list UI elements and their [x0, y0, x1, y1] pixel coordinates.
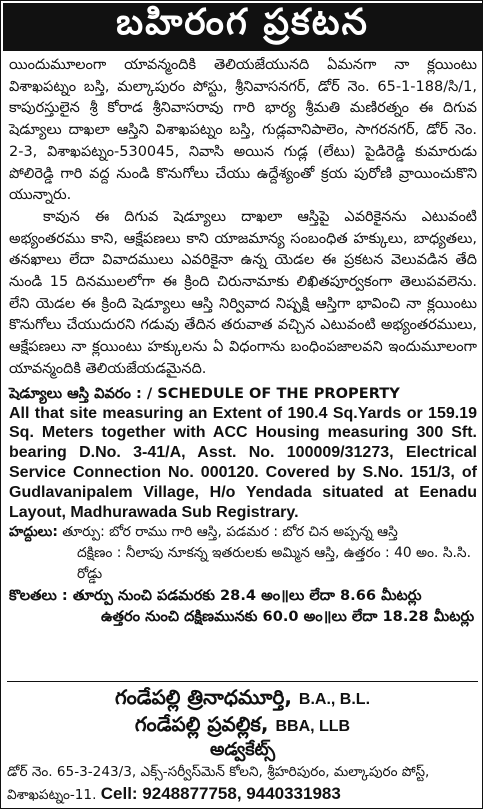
advocate-1-qualification: B.A., B.L.: [298, 691, 371, 708]
intro-paragraph: యిందుమూలంగా యావన్మందికి తెలియజేయునది ఏమనగా నా క్లయింటు విశాఖపట్నం బస్తి, మల్కాపురం పోస్టు, శ్రీనివాసనగర్, డోర్ నెం. 65-1-188/సి/1, కాపురస్తులైన శ్రీ కోరాడ శ్రీనివాసరావు గారి భార్య శ్రీమతి మణిరత్నం ఈ దిగువ షెడ్యూలు దాఖలా ఆస్తిని విశాఖపట్నం బస్తి, గుడ్లవానిపాలెం, సాగరనగర్, డోర్ నెం. 2-3, విశాఖపట్నం-530045, నివాసి అయిన గుడ్ల (లేటు) పైడిరెడ్డి కుమారుడు పోలిరెడ్డి గారి వద్ద నుండి కొనుగోలు చేయు ఉద్దేశ్యంతో క్రయ పురోణి వ్రాయించుకొని యున్నారు.: [9, 57, 477, 204]
address-line: డోర్ నెం. 65-3-243/3, ఎక్స్-సర్వీస్‌మెన్ కోలని, శ్రీహరిపురం, మల్కాపురం పోస్ట్,: [7, 764, 430, 780]
boundaries-east-west: తూర్పు: బోర రాము గారి ఆస్తి, పడమర : బోర చిన అప్పన్న ఆస్తి: [62, 524, 398, 541]
measurements-label: కొలతలు :: [9, 587, 68, 605]
measurements-line-1: [9, 585, 477, 606]
measurement-north-south: ఉత్తరం నుంచి దక్షిణమునకు 60.0 అం॥లు లేదా 18.28 మీటర్లు: [101, 608, 475, 626]
advocate-1-name: గండేపల్లి త్రినాధమూర్తి,: [114, 685, 292, 709]
boundaries-line-1: [9, 522, 477, 543]
address-city: విశాఖపట్నం-11.: [7, 787, 97, 803]
boundaries-label: హద్దులు:: [9, 524, 58, 541]
advocate-2-qualification: BBA, LLB: [275, 718, 351, 735]
measurements-line-2: [9, 606, 477, 627]
advocate-2-name: గండేపల్లి ప్రవల్లిక,: [134, 712, 269, 736]
boundaries-line-2: [9, 543, 477, 585]
advocates-role: అడ్వకేట్స్: [209, 739, 275, 760]
address-city-cell-line: [7, 783, 478, 806]
advocate-block: [7, 685, 478, 761]
notice-paragraph: కావున ఈ దిగువ షెడ్యూలు దాఖలా ఆస్తిపై ఎవరికైనను ఎటువంటి అభ్యంతరము కాని, ఆక్షేపణలు కాని యాజమాన్య సంబంధిత హక్కులు, బాధ్యతలు, తనఖాలు లేదా వివాదములు ఎవరికైనా ఉన్న యెడల ఈ ప్రకటన వెలువడిన తేది నుండి 15 దినములలోగా ఈ క్రింది చిరునామాకు లిఖితపూర్వకంగా తెలుపవలెను. లేని యెడల ఈ క్రింది షెడ్యూలు ఆస్తి నిర్వివాద నిష్పక్షి ఆస్తిగా భావించి నా క్లయింటు కొనుగోలు చేయుదురని గడువు తేదిన తరువాత వచ్చిన ఎటువంటి అభ్యంతరములు, ఆక్షేపణలు నా క్లయింటు హక్కులను ఏ విధంగాను బంధింపజాలవని ఇందుమూలంగా యావన్మందికి తెలియజేయడమైనది.: [9, 208, 477, 377]
advocate-1: [7, 685, 478, 712]
headline-banner: [3, 3, 482, 51]
notice-body: [9, 55, 477, 627]
boundaries-south-north: దక్షిణం : నీలాపు నూకన్న ఇతరులకు అమ్మిన ఆస్తి, ఉత్తరం : 40 అం. సి.సి. రోడ్డు: [77, 545, 471, 583]
schedule-description: All that site measuring an Extent of 190.4 Sq.Yards or 159.19 Sq. Meters together with ACC Housing measuring 300 Sft. bearing D.No. 3-41/A, Asst. No. 100009/31273, Electrical Service Connection No. 000120. Covered by S.No. 151/3, of Gudlavanipalem Village, H/o Yendada situated at Eenadu Layout, Madhurawada Sub Registrary.: [9, 404, 477, 521]
divider: [7, 681, 478, 682]
schedule-heading: షెడ్యూలు ఆస్తి వివరం : / SCHEDULE OF THE PROPERTY: [9, 384, 400, 402]
measurement-east-west: తూర్పు నుంచి పడమరకు 28.4 అం॥లు లేదా 8.66 మీటర్లు: [72, 587, 422, 605]
advocate-address: [7, 761, 478, 806]
cell-numbers: Cell: 9248877758, 9440331983: [100, 784, 341, 803]
headline-title: బహిరంగ ప్రకటన: [116, 2, 369, 43]
advocate-2: [7, 712, 478, 739]
